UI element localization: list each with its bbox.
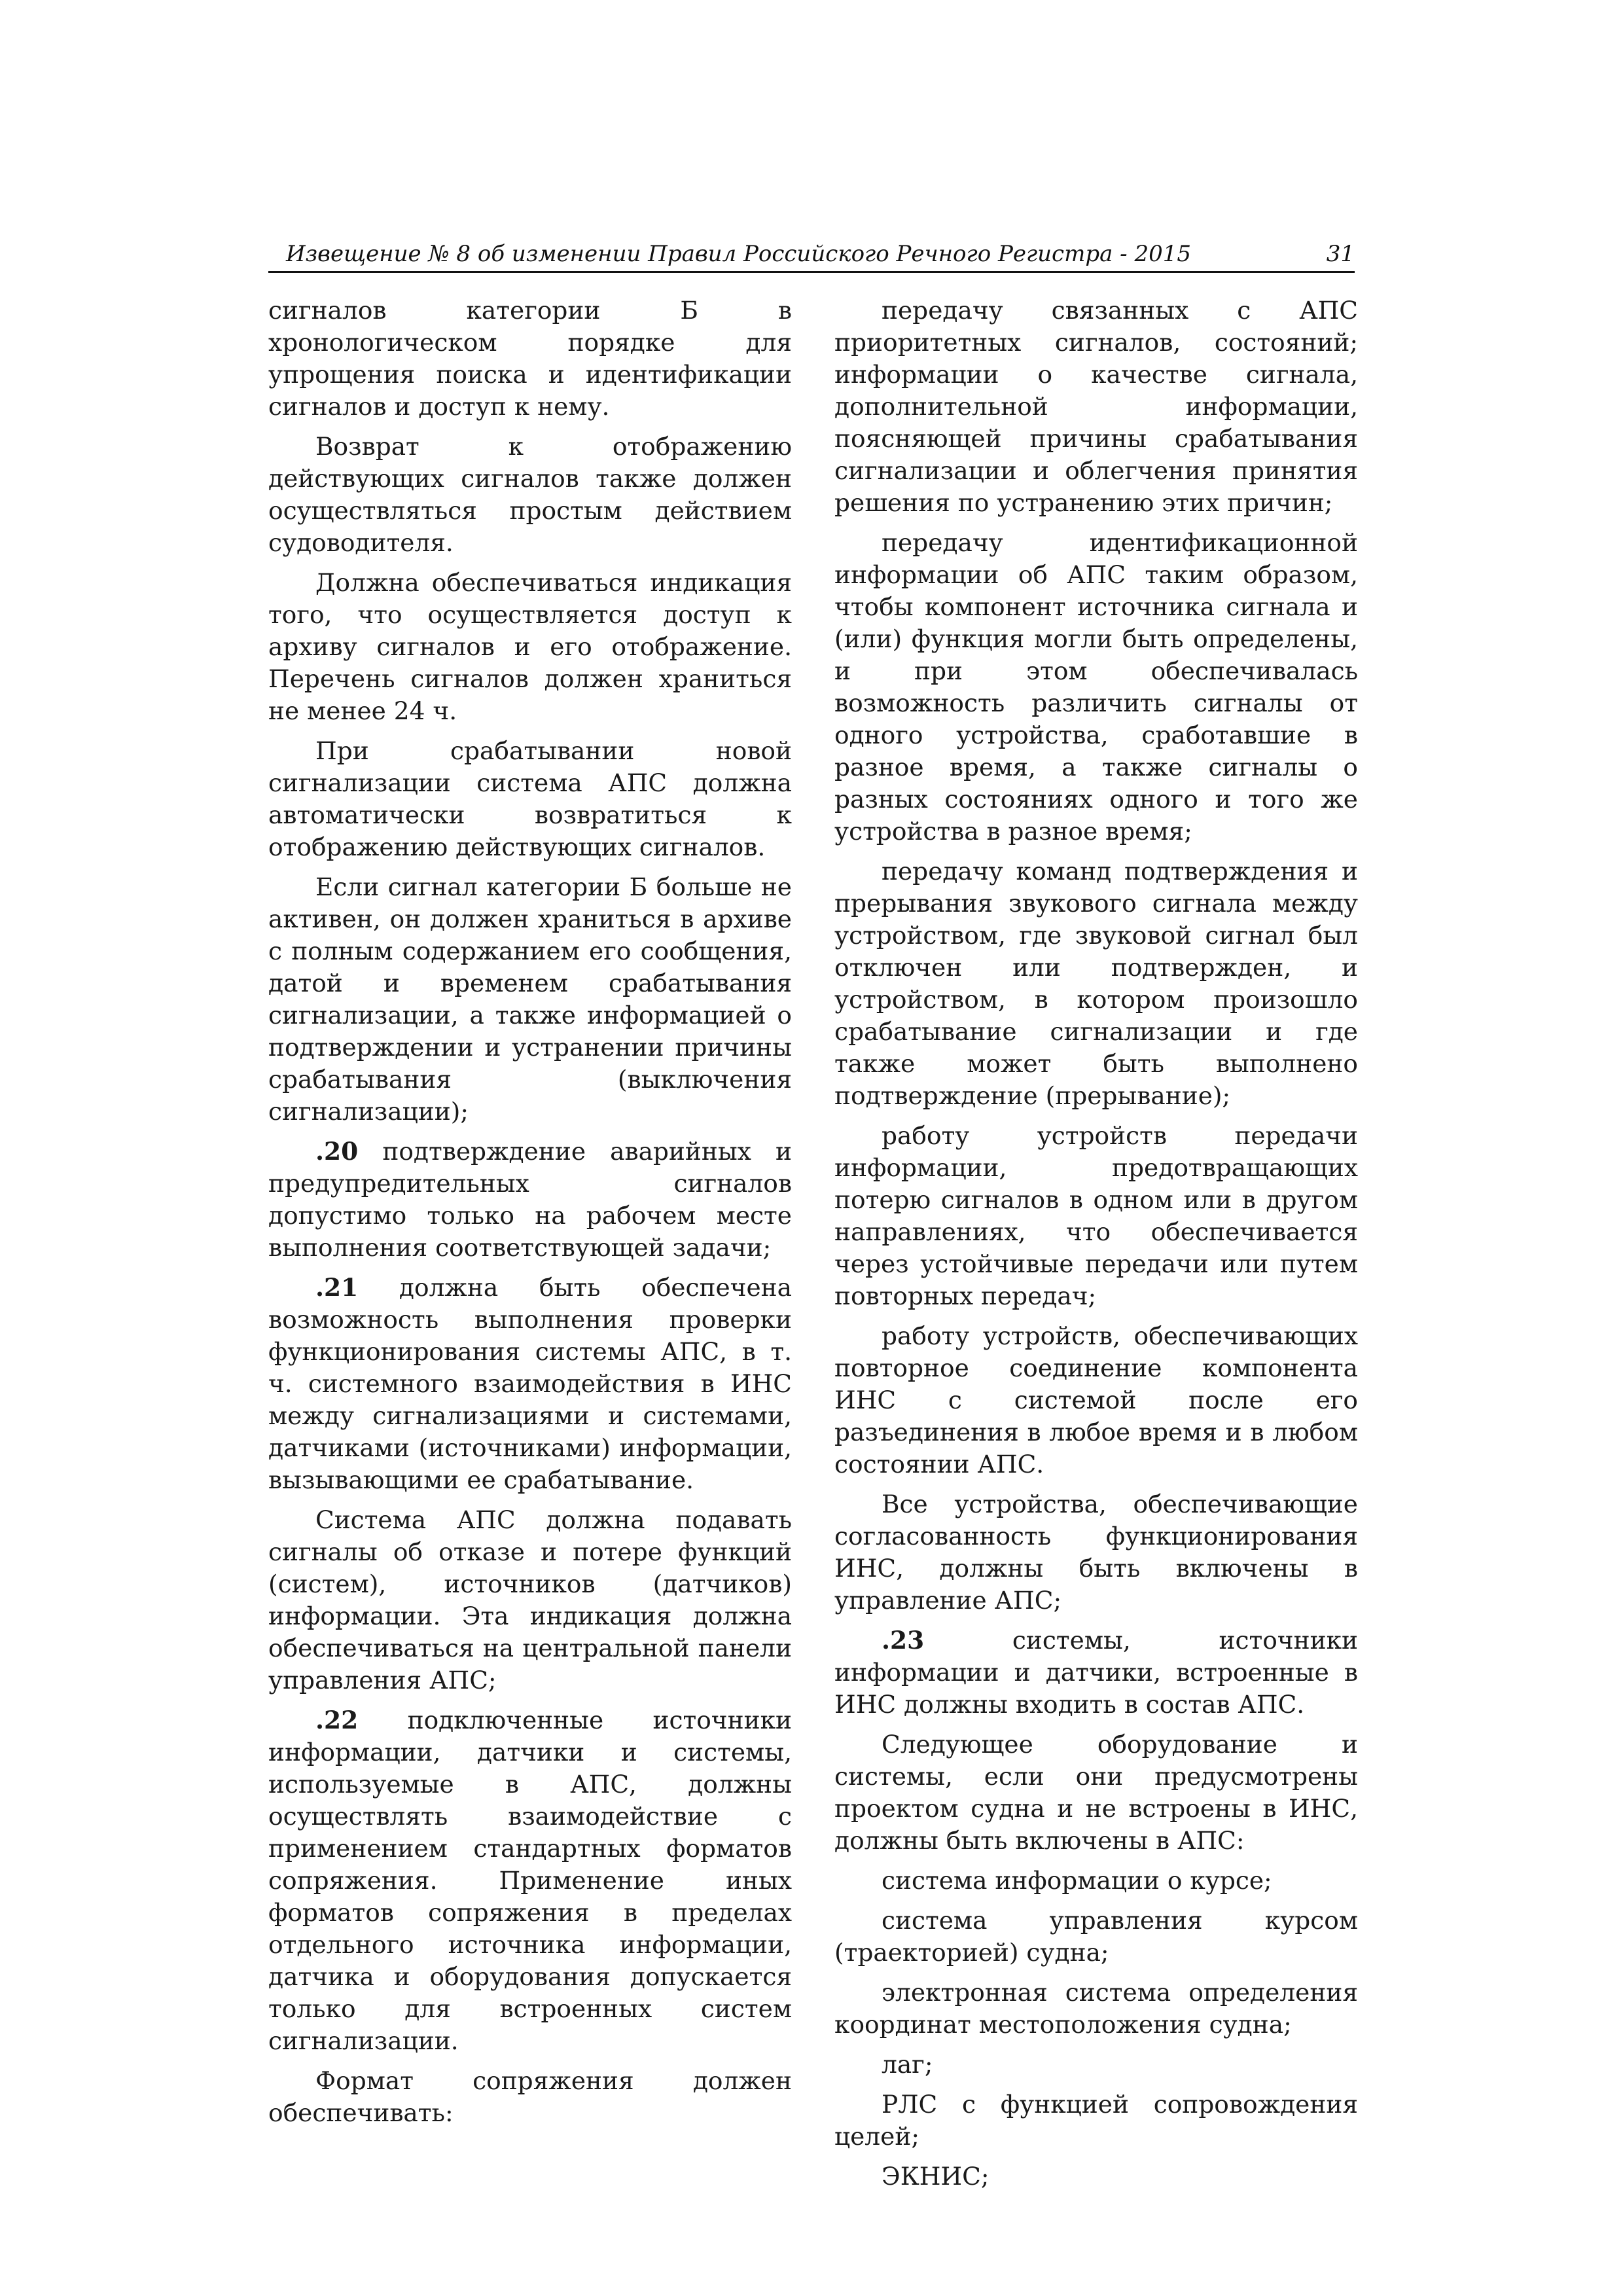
paragraph: передачу идентификационной информации об АПС таким образом, чтобы компонент источника сигнала и (или) функция могли быть определены, и при этом обеспечивалась возможность различить сигналы от одного устройства, сработавшие в разное время, а также сигналы о разных состояниях одного и того же устройства в разное время;: [834, 528, 1358, 846]
left-column: [268, 295, 792, 2137]
paragraph: Возврат к отображению действующих сигналов также должен осуществляться простым действием судоводителя.: [268, 432, 792, 557]
clause-22: [268, 1704, 792, 2057]
clause-number: .22: [315, 1706, 359, 1734]
list-item: ЭКНИС;: [882, 2162, 990, 2191]
clause-number: .20: [315, 1137, 359, 1166]
list-item: система управления курсом (траекторией) судна;: [834, 1906, 1358, 1967]
paragraph: сигналов категории Б в хронологическом порядке для упрощения поиска и идентификации сигналов и доступ к нему.: [268, 296, 792, 421]
clause-text: подтверждение аварийных и предупредительных сигналов допустимо только на рабочем месте выполнения соответствующей задачи;: [268, 1137, 792, 1262]
paragraph: При срабатывании новой сигнализации система АПС должна автоматически возвратиться к отображению действующих сигналов.: [268, 736, 792, 861]
paragraph: передачу связанных с АПС приоритетных сигналов, состояний; информации о качестве сигнала, дополнительной информации, поясняющей причины срабатывания сигнализации и облегчения принятия решения по устранению этих причин;: [834, 296, 1358, 517]
paragraph: Формат сопряжения должен обеспечивать:: [268, 2066, 792, 2127]
clause-number: .21: [315, 1273, 359, 1302]
paragraph: Система АПС должна подавать сигналы об отказе и потере функций (систем), источников (датчиков) информации. Эта индикация должна обеспечиваться на центральной панели управления АПС;: [268, 1505, 792, 1695]
clause-number: .23: [882, 1626, 925, 1655]
running-header: [268, 240, 1355, 273]
clause-21: [268, 1272, 792, 1496]
clause-text: должна быть обеспечена возможность выполнения проверки функционирования системы АПС, в т. ч. системного взаимодействия в ИНС между сигнализациями и системами, датчиками (источниками) информации, вызывающими ее срабатывание.: [268, 1273, 792, 1494]
page-number: 31: [1326, 241, 1355, 267]
clause-23: [834, 1624, 1358, 1721]
clause-text: подключенные источники информации, датчики и системы, используемые в АПС, должны осуществлять взаимодействие с применением стандартных форматов сопряжения. Применение иных форматов сопряжения в пределах отдельного источника информации, датчика и оборудования допускается только для встроенных систем сигнализации.: [268, 1706, 793, 2055]
paragraph: передачу команд подтверждения и прерывания звукового сигнала между устройством, где звуковой сигнал был отключен или подтвержден, и устройством, в котором произошло срабатывание сигнализации и где также может быть выполнено подтверждение (прерывание);: [834, 857, 1358, 1110]
paragraph: Должна обеспечиваться индикация того, что осуществляется доступ к архиву сигналов и его отображение. Перечень сигналов должен храниться не менее 24 ч.: [268, 568, 792, 725]
clause-20: [268, 1136, 792, 1264]
clause-text: системы, источники информации и датчики, встроенные в ИНС должны входить в состав АПС.: [834, 1626, 1358, 1719]
paragraph: Следующее оборудование и системы, если они предусмотрены проектом судна и не встроены в ИНС, должны быть включены в АПС:: [834, 1730, 1358, 1855]
paragraph: работу устройств передачи информации, предотвращающих потерю сигналов в одном или в другом направлениях, что обеспечивается через устойчивые передачи или путем повторных передач;: [834, 1121, 1358, 1310]
paragraph: Если сигнал категории Б больше не активен, он должен храниться в архиве с полным содержанием его сообщения, датой и временем срабатывания сигнализации, а также информацией о подтверждении и устранении причины срабатывания (выключения сигнализации);: [268, 872, 792, 1126]
header-title: Извещение № 8 об изменении Правил Российского Речного Регистра - 2015: [285, 241, 1191, 267]
list-item: лаг;: [882, 2050, 933, 2079]
paragraph: работу устройств, обеспечивающих повторное соединение компонента ИНС с системой после его разъединения в любое время и в любом состоянии АПС.: [834, 1321, 1358, 1479]
list-item: электронная система определения координат местоположения судна;: [834, 1978, 1358, 2039]
right-column: [834, 295, 1358, 2200]
paragraph: Все устройства, обеспечивающие согласованность функционирования ИНС, должны быть включены в управление АПС;: [834, 1490, 1358, 1615]
list-item: система информации о курсе;: [882, 1866, 1272, 1895]
list-item: РЛС с функцией сопровождения целей;: [834, 2090, 1358, 2151]
